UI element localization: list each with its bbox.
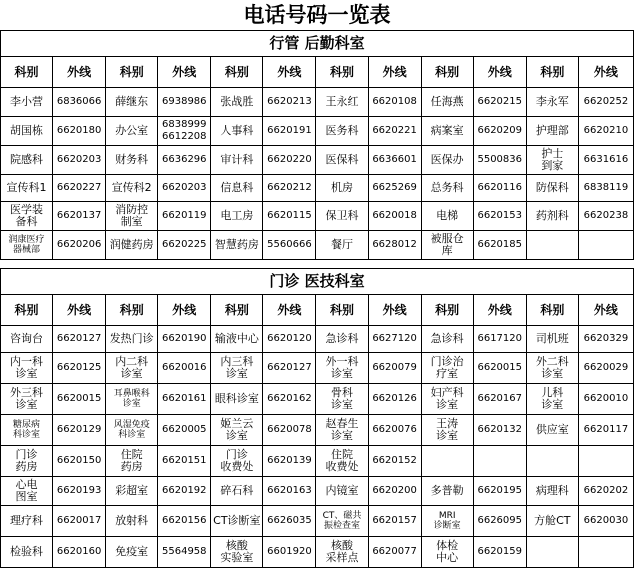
ext-cell: 6620129 bbox=[53, 415, 106, 446]
table-row bbox=[1, 202, 634, 231]
ext-cell bbox=[473, 446, 526, 477]
dept-cell: 医保办 bbox=[421, 146, 473, 175]
table-row bbox=[1, 326, 634, 353]
dept-cell: 碎石科 bbox=[211, 477, 263, 506]
dept-cell: 检验科 bbox=[1, 537, 53, 568]
ext-cell: 6620213 bbox=[263, 88, 316, 117]
dept-cell: 院感科 bbox=[1, 146, 53, 175]
ext-cell: 6620190 bbox=[158, 326, 211, 353]
dept-cell: 总务科 bbox=[421, 175, 473, 202]
header-ext: 外线 bbox=[578, 57, 633, 88]
section-title-admin: 行管 后勤科室 bbox=[0, 30, 634, 56]
table-row bbox=[1, 415, 634, 446]
ext-cell: 6626095 bbox=[473, 506, 526, 537]
table-row bbox=[1, 353, 634, 384]
dept-cell: CT诊断室 bbox=[211, 506, 263, 537]
ext-cell: 6938986 bbox=[158, 88, 211, 117]
dept-cell: 信息科 bbox=[211, 175, 263, 202]
ext-cell: 6620203 bbox=[158, 175, 211, 202]
ext-cell: 6620152 bbox=[368, 446, 421, 477]
dept-cell: 被服仓 库 bbox=[421, 231, 473, 260]
ext-cell: 6620203 bbox=[53, 146, 106, 175]
ext-cell: 6620153 bbox=[473, 202, 526, 231]
ext-cell: 6620016 bbox=[158, 353, 211, 384]
ext-cell: 6620125 bbox=[53, 353, 106, 384]
ext-cell: 6620150 bbox=[53, 446, 106, 477]
dept-cell: 急诊科 bbox=[316, 326, 368, 353]
ext-cell: 6620117 bbox=[578, 415, 633, 446]
dept-cell: 病理科 bbox=[526, 477, 578, 506]
dept-cell: 内一科 诊室 bbox=[1, 353, 53, 384]
dept-cell bbox=[526, 537, 578, 568]
ext-cell: 6625269 bbox=[368, 175, 421, 202]
ext-cell: 6636296 bbox=[158, 146, 211, 175]
ext-cell: 5560666 bbox=[263, 231, 316, 260]
ext-cell bbox=[578, 446, 633, 477]
ext-cell: 6620238 bbox=[578, 202, 633, 231]
dept-cell: 药剂科 bbox=[526, 202, 578, 231]
dept-cell bbox=[526, 446, 578, 477]
header-ext: 外线 bbox=[53, 57, 106, 88]
ext-cell: 6620151 bbox=[158, 446, 211, 477]
dept-cell: 住院 收费处 bbox=[316, 446, 368, 477]
ext-cell bbox=[578, 231, 633, 260]
table-row bbox=[1, 231, 634, 260]
ext-cell: 6620202 bbox=[578, 477, 633, 506]
header-row bbox=[1, 295, 634, 326]
dept-cell: 润康医疗 器械部 bbox=[1, 231, 53, 260]
ext-cell: 6620116 bbox=[473, 175, 526, 202]
page-title: 电话号码一览表 bbox=[243, 3, 391, 27]
dept-cell: 外二科 诊室 bbox=[526, 353, 578, 384]
ext-cell: 6620010 bbox=[578, 384, 633, 415]
dept-cell: 保卫科 bbox=[316, 202, 368, 231]
dept-cell: 电梯 bbox=[421, 202, 473, 231]
header-dept: 科别 bbox=[106, 295, 158, 326]
ext-cell: 5500836 bbox=[473, 146, 526, 175]
dept-cell: 儿科 诊室 bbox=[526, 384, 578, 415]
dept-cell: 财务科 bbox=[106, 146, 158, 175]
dept-cell: 外一科 诊室 bbox=[316, 353, 368, 384]
table-row bbox=[1, 117, 634, 146]
header-ext: 外线 bbox=[263, 57, 316, 88]
header-dept: 科别 bbox=[421, 57, 473, 88]
ext-cell: 6620137 bbox=[53, 202, 106, 231]
dept-cell: 多普勒 bbox=[421, 477, 473, 506]
dept-cell: 骨科 诊室 bbox=[316, 384, 368, 415]
ext-cell: 6620225 bbox=[158, 231, 211, 260]
dept-cell: 任海燕 bbox=[421, 88, 473, 117]
dept-cell: 核酸 实验室 bbox=[211, 537, 263, 568]
dept-cell: 审计科 bbox=[211, 146, 263, 175]
dept-cell: 餐厅 bbox=[316, 231, 368, 260]
dept-cell: 供应室 bbox=[526, 415, 578, 446]
dept-cell: 体检 中心 bbox=[421, 537, 473, 568]
table-row bbox=[1, 175, 634, 202]
ext-cell: 6620220 bbox=[263, 146, 316, 175]
ext-cell: 6620018 bbox=[368, 202, 421, 231]
ext-cell: 6620120 bbox=[263, 326, 316, 353]
ext-cell: 6620159 bbox=[473, 537, 526, 568]
ext-cell: 6620119 bbox=[158, 202, 211, 231]
header-ext: 外线 bbox=[263, 295, 316, 326]
ext-cell: 6620078 bbox=[263, 415, 316, 446]
dept-cell: 核酸 采样点 bbox=[316, 537, 368, 568]
dept-cell: 风湿免疫 科诊室 bbox=[106, 415, 158, 446]
dept-cell: 免疫室 bbox=[106, 537, 158, 568]
header-dept: 科别 bbox=[211, 57, 263, 88]
ext-cell: 6620227 bbox=[53, 175, 106, 202]
dept-cell: CT、磁共 振检查室 bbox=[316, 506, 368, 537]
dept-cell: 门诊 药房 bbox=[1, 446, 53, 477]
dept-cell: 咨询台 bbox=[1, 326, 53, 353]
ext-cell: 6620329 bbox=[578, 326, 633, 353]
dept-cell: 彩超室 bbox=[106, 477, 158, 506]
ext-cell: 6838119 bbox=[578, 175, 633, 202]
header-dept: 科别 bbox=[1, 295, 53, 326]
dept-cell: 医保科 bbox=[316, 146, 368, 175]
dept-cell: 外三科 诊室 bbox=[1, 384, 53, 415]
dept-cell: 急诊科 bbox=[421, 326, 473, 353]
table-row bbox=[1, 146, 634, 175]
dept-cell: 薛继东 bbox=[106, 88, 158, 117]
header-ext: 外线 bbox=[473, 295, 526, 326]
ext-cell: 6620157 bbox=[368, 506, 421, 537]
table-row bbox=[1, 506, 634, 537]
ext-cell: 6620005 bbox=[158, 415, 211, 446]
ext-cell bbox=[578, 537, 633, 568]
ext-cell: 6620079 bbox=[368, 353, 421, 384]
ext-cell: 6620139 bbox=[263, 446, 316, 477]
dept-cell: 护士 到家 bbox=[526, 146, 578, 175]
dept-cell: 住院 药房 bbox=[106, 446, 158, 477]
dept-cell: 护理部 bbox=[526, 117, 578, 146]
table-row bbox=[1, 384, 634, 415]
dept-cell: 办公室 bbox=[106, 117, 158, 146]
dept-cell: 医学装 备科 bbox=[1, 202, 53, 231]
dept-cell: 司机班 bbox=[526, 326, 578, 353]
ext-cell: 6617120 bbox=[473, 326, 526, 353]
dept-cell: 李小营 bbox=[1, 88, 53, 117]
ext-cell: 6620212 bbox=[263, 175, 316, 202]
table-row bbox=[1, 88, 634, 117]
ext-cell: 6620162 bbox=[263, 384, 316, 415]
table-row bbox=[1, 477, 634, 506]
ext-cell: 6620108 bbox=[368, 88, 421, 117]
dept-cell: 张战胜 bbox=[211, 88, 263, 117]
dept-cell: 智慧药房 bbox=[211, 231, 263, 260]
dept-cell: 耳鼻喉科 诊室 bbox=[106, 384, 158, 415]
header-ext: 外线 bbox=[158, 295, 211, 326]
dept-cell: 理疗科 bbox=[1, 506, 53, 537]
header-dept: 科别 bbox=[316, 57, 368, 88]
header-ext: 外线 bbox=[53, 295, 106, 326]
dept-cell: 宣传科1 bbox=[1, 175, 53, 202]
ext-cell: 6636601 bbox=[368, 146, 421, 175]
ext-cell: 6620193 bbox=[53, 477, 106, 506]
header-dept: 科别 bbox=[316, 295, 368, 326]
ext-cell: 6620221 bbox=[368, 117, 421, 146]
ext-cell: 6620195 bbox=[473, 477, 526, 506]
dept-cell bbox=[526, 231, 578, 260]
dept-cell: 李永军 bbox=[526, 88, 578, 117]
dept-cell: 王涛 诊室 bbox=[421, 415, 473, 446]
ext-cell: 6620029 bbox=[578, 353, 633, 384]
header-ext: 外线 bbox=[473, 57, 526, 88]
header-ext: 外线 bbox=[368, 295, 421, 326]
dept-cell: 眼科诊室 bbox=[211, 384, 263, 415]
dept-cell: 姬兰云 诊室 bbox=[211, 415, 263, 446]
ext-cell: 6626035 bbox=[263, 506, 316, 537]
ext-cell: 6620185 bbox=[473, 231, 526, 260]
ext-cell: 6620077 bbox=[368, 537, 421, 568]
ext-cell: 6620209 bbox=[473, 117, 526, 146]
ext-cell: 6620163 bbox=[263, 477, 316, 506]
ext-cell: 6601920 bbox=[263, 537, 316, 568]
header-row bbox=[1, 57, 634, 88]
ext-cell: 6620192 bbox=[158, 477, 211, 506]
dept-cell: 王永红 bbox=[316, 88, 368, 117]
ext-cell: 6620015 bbox=[473, 353, 526, 384]
ext-cell: 6620191 bbox=[263, 117, 316, 146]
ext-cell: 6620076 bbox=[368, 415, 421, 446]
ext-cell: 6620017 bbox=[53, 506, 106, 537]
header-dept: 科别 bbox=[211, 295, 263, 326]
ext-cell: 6631616 bbox=[578, 146, 633, 175]
header-ext: 外线 bbox=[368, 57, 421, 88]
dept-cell: MRI 诊断室 bbox=[421, 506, 473, 537]
ext-cell: 6620132 bbox=[473, 415, 526, 446]
header-dept: 科别 bbox=[1, 57, 53, 88]
dept-cell: 胡国栋 bbox=[1, 117, 53, 146]
ext-cell: 6620030 bbox=[578, 506, 633, 537]
ext-cell: 6620252 bbox=[578, 88, 633, 117]
header-dept: 科别 bbox=[526, 57, 578, 88]
ext-cell: 6620115 bbox=[263, 202, 316, 231]
ext-cell: 6620015 bbox=[53, 384, 106, 415]
ext-cell: 6620156 bbox=[158, 506, 211, 537]
ext-cell: 6620210 bbox=[578, 117, 633, 146]
header-ext: 外线 bbox=[578, 295, 633, 326]
dept-cell: 宣传科2 bbox=[106, 175, 158, 202]
dept-cell: 医务科 bbox=[316, 117, 368, 146]
dept-cell: 赵春生 诊室 bbox=[316, 415, 368, 446]
ext-cell: 6620127 bbox=[263, 353, 316, 384]
dept-cell: 病案室 bbox=[421, 117, 473, 146]
ext-cell: 6620161 bbox=[158, 384, 211, 415]
dept-cell: 人事科 bbox=[211, 117, 263, 146]
dept-cell: 防保科 bbox=[526, 175, 578, 202]
table-row bbox=[1, 537, 634, 568]
dept-cell: 润健药房 bbox=[106, 231, 158, 260]
dept-cell: 发热门诊 bbox=[106, 326, 158, 353]
dept-cell: 内镜室 bbox=[316, 477, 368, 506]
ext-cell: 6620167 bbox=[473, 384, 526, 415]
ext-cell: 6620200 bbox=[368, 477, 421, 506]
ext-cell: 5564958 bbox=[158, 537, 211, 568]
ext-cell: 6620160 bbox=[53, 537, 106, 568]
dept-cell: 内三科 诊室 bbox=[211, 353, 263, 384]
ext-cell: 6627120 bbox=[368, 326, 421, 353]
dept-cell: 内二科 诊室 bbox=[106, 353, 158, 384]
dept-cell: 方舱CT bbox=[526, 506, 578, 537]
dept-cell: 输液中心 bbox=[211, 326, 263, 353]
clinical-medtech-table bbox=[0, 294, 634, 568]
dept-cell: 机房 bbox=[316, 175, 368, 202]
ext-cell: 6838999 6612208 bbox=[158, 117, 211, 146]
dept-cell: 电工房 bbox=[211, 202, 263, 231]
section-title-clinical: 门诊 医技科室 bbox=[0, 268, 634, 294]
table-row bbox=[1, 446, 634, 477]
ext-cell: 6620127 bbox=[53, 326, 106, 353]
dept-cell: 心电 图室 bbox=[1, 477, 53, 506]
dept-cell: 门诊 收费处 bbox=[211, 446, 263, 477]
ext-cell: 6620215 bbox=[473, 88, 526, 117]
ext-cell: 6836066 bbox=[53, 88, 106, 117]
section-gap bbox=[0, 260, 634, 268]
header-ext: 外线 bbox=[158, 57, 211, 88]
admin-logistics-table bbox=[0, 56, 634, 260]
header-dept: 科别 bbox=[421, 295, 473, 326]
dept-cell: 门诊治 疗室 bbox=[421, 353, 473, 384]
ext-cell: 6620126 bbox=[368, 384, 421, 415]
ext-cell: 6620180 bbox=[53, 117, 106, 146]
ext-cell: 6620206 bbox=[53, 231, 106, 260]
dept-cell: 妇产科 诊室 bbox=[421, 384, 473, 415]
header-dept: 科别 bbox=[526, 295, 578, 326]
dept-cell: 糖尿病 科诊室 bbox=[1, 415, 53, 446]
dept-cell: 放射科 bbox=[106, 506, 158, 537]
ext-cell: 6628012 bbox=[368, 231, 421, 260]
dept-cell: 消防控 制室 bbox=[106, 202, 158, 231]
dept-cell bbox=[421, 446, 473, 477]
header-dept: 科别 bbox=[106, 57, 158, 88]
